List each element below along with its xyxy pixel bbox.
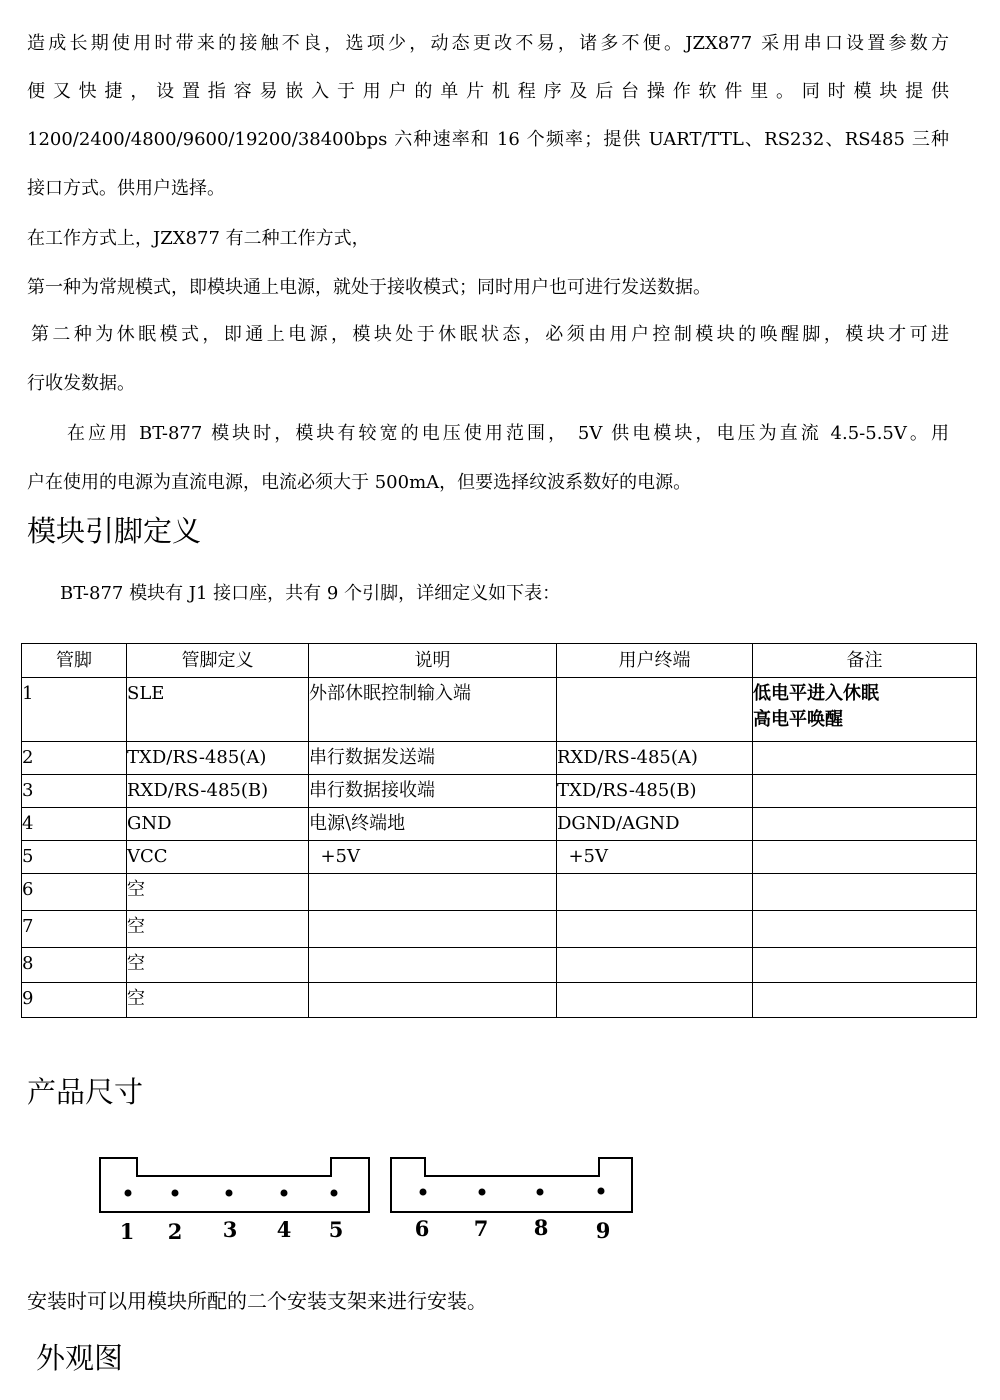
pin-description: 电源\终端地 — [309, 808, 557, 841]
pin-dot — [479, 1189, 486, 1196]
header-user-terminal: 用户终端 — [557, 644, 753, 678]
pin-description: 串行数据发送端 — [309, 742, 557, 775]
pin-number: 3 — [22, 775, 127, 808]
pin-user-terminal: +5V — [557, 841, 753, 874]
pin-dot — [281, 1190, 288, 1197]
header-pin-definition: 管脚定义 — [127, 644, 309, 678]
remark-line: 低电平进入休眠 — [753, 683, 879, 704]
intro-paragraph-line-4: 接口方式。供用户选择。 — [27, 178, 225, 199]
pin-remarks — [753, 983, 977, 1018]
table-row — [22, 983, 977, 1018]
pin-label: 6 — [414, 1216, 430, 1241]
pin-label: 5 — [328, 1217, 344, 1242]
pin-dot — [537, 1189, 544, 1196]
pin-user-terminal: TXD/RS-485(B) — [557, 775, 753, 808]
intro-paragraph-line-2: 便又快捷，设置指容易嵌入于用户的单片机程序及后台操作软件里。同时模块提供 — [27, 81, 949, 102]
connector-diagram — [95, 1156, 640, 1251]
pin-remarks — [753, 742, 977, 775]
pin-label: 4 — [276, 1217, 292, 1242]
pin-definition: TXD/RS-485(A) — [127, 742, 309, 775]
pin-remarks — [753, 874, 977, 911]
pin-definition: SLE — [127, 678, 309, 742]
pin-label: 2 — [167, 1219, 183, 1244]
power-paragraph-line-2: 户在使用的电源为直流电源，电流必须大于 500mA，但要选择纹波系数好的电源。 — [27, 472, 692, 493]
pin-dot — [420, 1189, 427, 1196]
table-row — [22, 775, 977, 808]
table-row — [22, 911, 977, 948]
power-paragraph-line-1: 在应用 BT-877 模块时，模块有较宽的电压使用范围， 5V 供电模块，电压为直流 4.5-5.5V。用 — [67, 423, 949, 444]
pin-label: 1 — [119, 1219, 135, 1244]
pin-remarks — [753, 775, 977, 808]
pin-dot — [331, 1190, 338, 1197]
pin-number: 8 — [22, 948, 127, 983]
remark-line: 高电平唤醒 — [753, 709, 843, 730]
pin-description: +5V — [309, 841, 557, 874]
pin-number: 2 — [22, 742, 127, 775]
pin-label: 9 — [595, 1218, 611, 1243]
pin-definition: 空 — [127, 948, 309, 983]
pin-remarks — [753, 911, 977, 948]
pin-definition: RXD/RS-485(B) — [127, 775, 309, 808]
pin-dot — [172, 1190, 179, 1197]
pin-user-terminal — [557, 678, 753, 742]
pin-number: 4 — [22, 808, 127, 841]
size-section-title: 产品尺寸 — [27, 1075, 144, 1109]
header-pin: 管脚 — [22, 644, 127, 678]
table-row — [22, 841, 977, 874]
appearance-section-title: 外观图 — [36, 1341, 124, 1375]
pin-definition: 空 — [127, 911, 309, 948]
mode-2-description-line-1: 第二种为休眠模式，即通上电源，模块处于休眠状态，必须由用户控制模块的唤醒脚，模块才可进 — [31, 324, 949, 345]
header-description: 说明 — [309, 644, 557, 678]
pin-number: 6 — [22, 874, 127, 911]
table-row — [22, 678, 977, 742]
pin-description — [309, 948, 557, 983]
pins-section-title: 模块引脚定义 — [27, 514, 202, 548]
pin-label: 8 — [533, 1215, 549, 1240]
pin-definition: GND — [127, 808, 309, 841]
pin-definition: 空 — [127, 983, 309, 1018]
pin-dot — [226, 1190, 233, 1197]
pin-description: 外部休眠控制输入端 — [309, 678, 557, 742]
pin-remarks — [753, 948, 977, 983]
pin-user-terminal — [557, 874, 753, 911]
pin-user-terminal: DGND/AGND — [557, 808, 753, 841]
left-connector-outline — [100, 1158, 369, 1212]
table-row — [22, 874, 977, 911]
table-row — [22, 742, 977, 775]
pin-definition: 空 — [127, 874, 309, 911]
pin-number: 7 — [22, 911, 127, 948]
pin-label: 3 — [222, 1217, 238, 1242]
table-row — [22, 808, 977, 841]
pin-remarks — [753, 841, 977, 874]
pin-user-terminal — [557, 911, 753, 948]
mode-2-description-line-2: 行收发数据。 — [27, 373, 135, 394]
right-connector-outline — [391, 1158, 632, 1212]
pin-description — [309, 874, 557, 911]
pin-definition-table — [21, 643, 977, 1018]
pin-description: 串行数据接收端 — [309, 775, 557, 808]
install-note: 安装时可以用模块所配的二个安装支架来进行安装。 — [27, 1289, 487, 1313]
pin-number: 9 — [22, 983, 127, 1018]
pin-description — [309, 983, 557, 1018]
pin-number: 1 — [22, 678, 127, 742]
pin-user-terminal: RXD/RS-485(A) — [557, 742, 753, 775]
pin-dot — [598, 1188, 605, 1195]
pin-user-terminal — [557, 983, 753, 1018]
pin-dot — [125, 1190, 132, 1197]
pin-description — [309, 911, 557, 948]
pin-label: 7 — [473, 1216, 489, 1241]
table-row — [22, 948, 977, 983]
work-mode-intro: 在工作方式上，JZX877 有二种工作方式， — [27, 228, 370, 249]
header-remarks: 备注 — [753, 644, 977, 678]
pin-user-terminal — [557, 948, 753, 983]
pin-number: 5 — [22, 841, 127, 874]
pin-remarks — [753, 808, 977, 841]
mode-1-description: 第一种为常规模式，即模块通上电源，就处于接收模式；同时用户也可进行发送数据。 — [27, 277, 711, 298]
pin-remarks — [753, 678, 977, 742]
pins-intro: BT-877 模块有 J1 接口座，共有 9 个引脚，详细定义如下表： — [60, 583, 561, 604]
intro-paragraph-line-3: 1200/2400/4800/9600/19200/38400bps 六种速率和 16 个频率；提供 UART/TTL、RS232、RS485 三种 — [27, 129, 949, 150]
table-header-row — [22, 644, 977, 678]
pin-definition: VCC — [127, 841, 309, 874]
intro-paragraph-line-1: 造成长期使用时带来的接触不良，选项少，动态更改不易，诸多不便。JZX877 采用串口设置参数方 — [27, 33, 949, 54]
